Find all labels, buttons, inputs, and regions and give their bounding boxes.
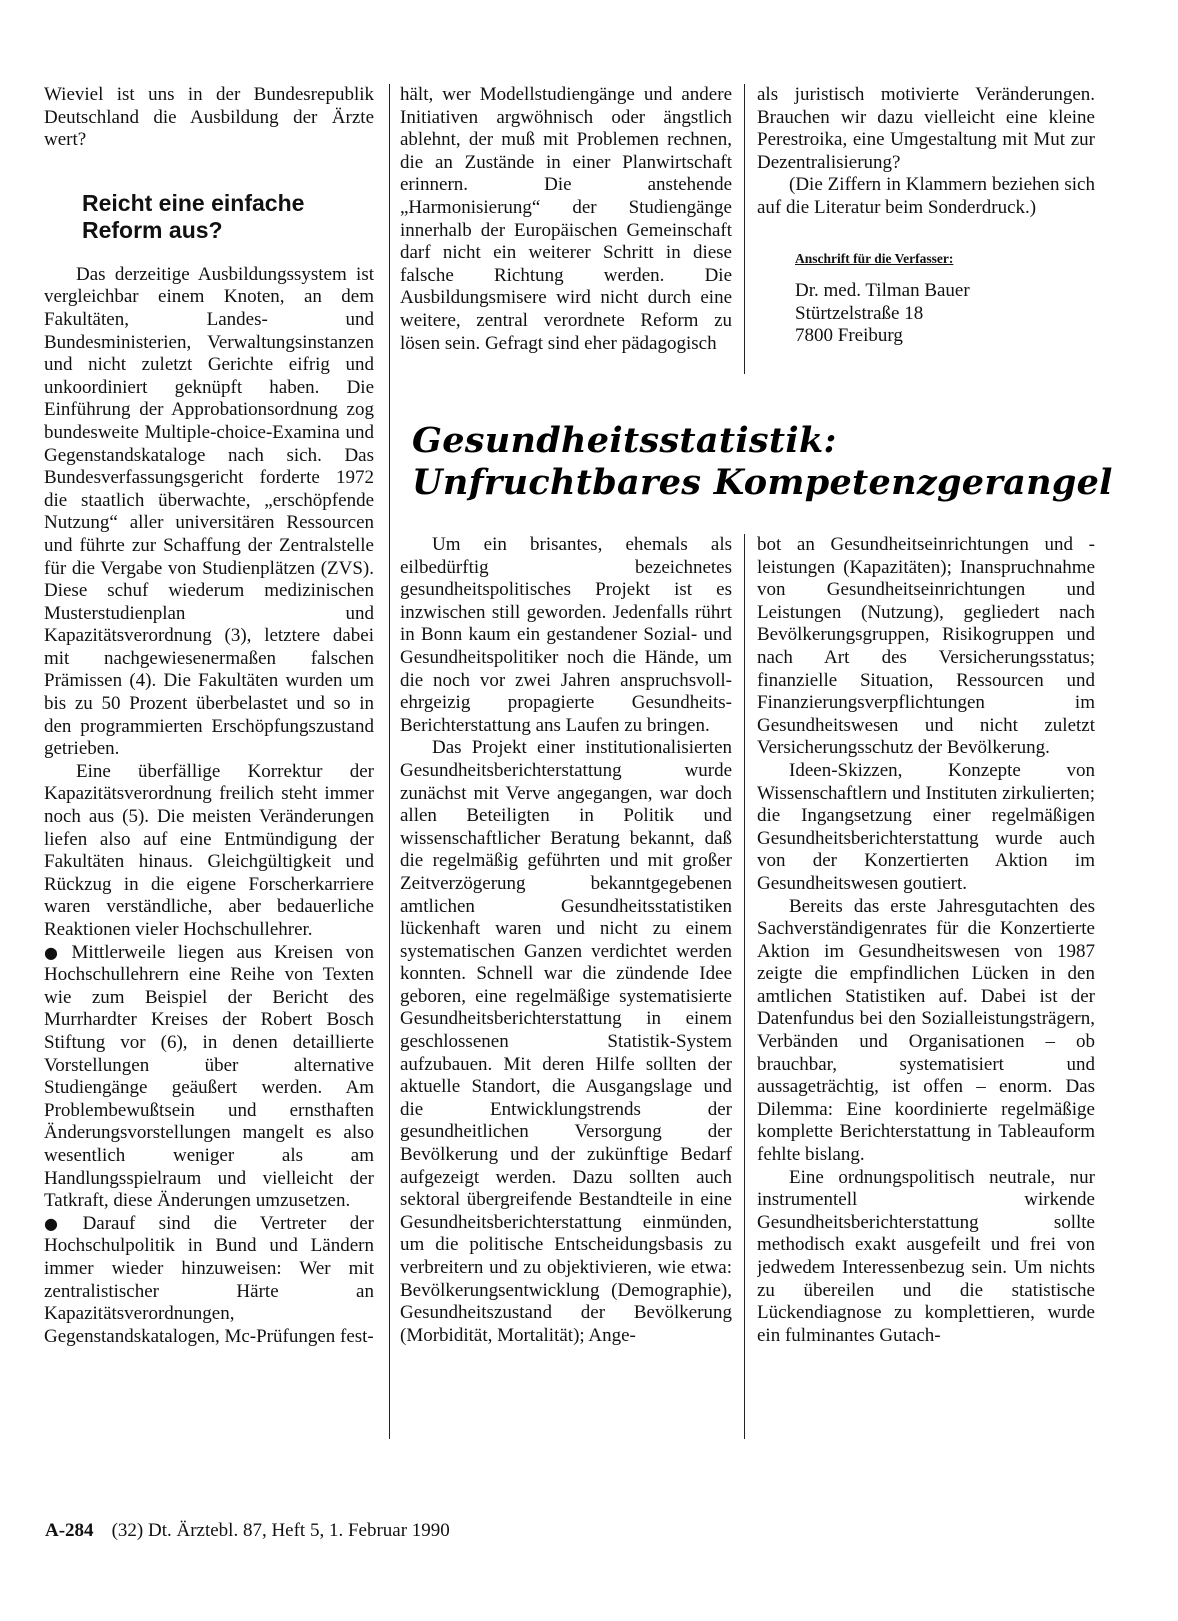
article1-column-3: [757, 84, 1095, 384]
body-paragraph: hält, wer Modellstudiengänge und andere Initiativen argwöhnisch oder ängstlich ablehnt, der muß mit Problemen rechnen, die an Zustände in einer Planwirtschaft erinnern. Die anstehende „Harmonisierung“ der Studiengänge innerhalb der Europäischen Gemeinschaft darf nicht ein weiterer Schritt in diese falsche Richtung werden. Die Ausbildungsmisere wird nicht durch eine weitere, zentral verordnete Reform zu lösen sein. Gefragt sind eher pädagogisch: [400, 84, 732, 354]
column-divider: [744, 534, 745, 1439]
journal-citation: (32) Dt. Ärztebl. 87, Heft 5, 1. Februar 1990: [111, 1520, 450, 1541]
bullet-icon: ●: [44, 942, 66, 962]
body-paragraph: Eine überfällige Korrektur der Kapazitätsverordnung freilich steht immer noch aus (5). Die meisten Veränderungen liefen also auf eine Entmündigung der Fakultäten hinaus. Gleichgültigkeit und Rückzug in die eigene Forscherkarriere waren verständliche, aber bedauerliche Reaktionen vieler Hochschullehrer.: [44, 760, 374, 940]
page-footer: [45, 1520, 450, 1542]
headline-line: Gesundheitsstatistik:: [412, 420, 837, 461]
body-paragraph: Bereits das erste Jahresgutachten des Sachverständigenrates für die Konzertierte Aktion im Gesundheitswesen von 1987 zeigte die empfindlichen Lücken in den amtlichen Statistiken auf. Dabei ist der Datenfundus bei den Sozialleistungsträgern, Verbänden und Organisationen – ob brauchbar, systematisiert und aussageträchtig, ist offen – enorm. Das Dilemma: Eine koordinierte regelmäßige komplette Berichterstattung in Tableauform fehlte bislang.: [757, 895, 1095, 1166]
address-line: Stürtzelstraße 18: [795, 302, 924, 324]
bullet-paragraph-text: Darauf sind die Vertreter der Hochschulpolitik in Bund und Ländern immer wieder hinzuweisen: Wer mit zentralistischer Härte an Kapazitätsverordnungen, Gegenstandskatalogen, Mc-Prüfungen fest-: [44, 1212, 374, 1347]
address-line: 7800 Freiburg: [795, 325, 903, 347]
article1-column-1: [44, 84, 374, 1444]
body-paragraph: Das Projekt einer institutionalisierten Gesundheitsberichterstattung wurde zunächst mit Verve angegangen, war doch allen Beteiligten in Politik und wissenschaftlicher Beratung bekannt, daß die regelmäßig geführten und mit großer Zeitverzögerung bekanntgegebenen amtlichen Gesundheitsstatistiken lückenhaft waren und nicht zu einem systematischen Ganzen verdichtet werden konnten. Schnell war die zündende Idee geboren, eine regelmäßige systematisierte Gesundheitsberichterstattung in einem geschlossenen Statistik-System aufzubauen. Mit deren Hilfe sollten der aktuelle Standort, die Ausgangslage und die Entwicklungstrends der gesundheitlichen Versorgung der Bevölkerung und der zukünftige Bedarf aufgezeigt werden. Dazu sollten auch sektoral übergreifende Bestandteile in eine Gesundheitsberichterstattung einmünden, um die politische Entscheidungsbasis zu verbreitern und zu objektivieren, wie etwa: Bevölkerungsentwicklung (Demographie), Gesundheitszustand der Bevölkerung (Morbidität, Mortalität); Ange-: [400, 737, 732, 1346]
address-line: Dr. med. Tilman Bauer: [795, 280, 970, 302]
article2-column-left: [400, 534, 732, 1444]
author-address: [795, 280, 1095, 348]
headline-line: Unfruchtbares Kompetenzgerangel: [412, 462, 1113, 503]
bullet-paragraph-text: Mittlerweile liegen aus Kreisen von Hochschullehrern eine Reihe von Texten wie zum Beispiel der Bericht des Murrhardter Kreises der Robert Bosch Stiftung vor (6), in denen detaillierte Vorstellungen über alternative Studiengänge geäußert werden. Am Problembewußtsein und ernsthaften Änderungsvorstellungen mangelt es also wesentlich weniger als am Handlungsspielraum und vielleicht der Tatkraft, diese Änderungen umzusetzen.: [44, 941, 374, 1212]
article1-column-2: [400, 84, 732, 384]
article-headline: [412, 420, 1132, 504]
body-paragraph: Eine ordnungspolitisch neutrale, nur instrumentell wirkende Gesundheitsberichterstattung sollte methodisch exakt ausgefeilt und frei von jedwedem Interessenbezug sein. Um nichts zu übereilen und die statistische Lückendiagnose zu komplettieren, wurde ein fulminantes Gutach-: [757, 1166, 1095, 1346]
body-paragraph: Ideen-Skizzen, Konzepte von Wissenschaftlern und Instituten zirkulierten; die Ingangsetzung einer regelmäßigen Gesundheitsberichterstattung wurde auch von der Konzertierten Aktion im Gesundheitswesen goutiert.: [757, 759, 1095, 894]
address-label: Anschrift für die Verfasser:: [795, 250, 954, 266]
page-number: A-284: [45, 1520, 94, 1541]
body-paragraph: bot an Gesundheitseinrichtungen und -leistungen (Kapazitäten); Inanspruchnahme von Gesundheitseinrichtungen und Leistungen (Nutzung), gegliedert nach Bevölkerungsgruppen, Risikogruppen und nach Art des Versicherungsstatus; finanzielle Situation, Ressourcen und Finanzierungsverpflichtungen im Gesundheitswesen und nicht zuletzt Versicherungsschutz der Bevölkerung.: [757, 534, 1095, 759]
body-paragraph: Das derzeitige Ausbildungssystem ist vergleichbar einem Knoten, an dem Fakultäten, Landes- und Bundesministerien, Verwaltungsinstanzen und nicht zuletzt Gerichte eifrig und unkoordiniert geknüpft haben. Die Einführung der Approbationsordnung zog bundesweite Multiple-choice-Examina und Gegenstandskataloge nach sich. Das Bundesverfassungsgericht forderte 1972 die staatlich überwachte, „erschöpfende Nutzung“ aller universitären Ressourcen und führte zur Schaffung der Zentralstelle für die Vergabe von Studienplätzen (ZVS). Diese schuf wiederum medizinischen Musterstudienplan und Kapazitätsverordnung (3), letztere dabei mit nachgewiesenermaßen falschen Prämissen (4). Die Fakultäten wurden um bis zu 50 Prozent überbelastet und so in den programmierten Erschöpfungszustand getrieben.: [44, 263, 374, 760]
bullet-paragraph: [44, 942, 374, 1213]
column-divider: [389, 84, 390, 1439]
bullet-paragraph: [44, 1213, 374, 1349]
article2-column-right: [757, 534, 1095, 1444]
bullet-icon: ●: [44, 1213, 77, 1233]
subheading: Reicht eine einfache Reform aus?: [82, 189, 305, 243]
body-paragraph: als juristisch motivierte Veränderungen. Brauchen wir dazu vielleicht eine kleine Perestroika, eine Umgestaltung mit Mut zur Dezentralisierung?: [757, 84, 1095, 173]
body-paragraph: (Die Ziffern in Klammern beziehen sich auf die Literatur beim Sonderdruck.): [757, 174, 1095, 218]
body-paragraph: Um ein brisantes, ehemals als eilbedürftig bezeichnetes gesundheitspolitisches Projekt ist es inzwischen still geworden. Jedenfalls rührt in Bonn kaum ein gestandener Sozial- und Gesundheitspolitiker noch die Hände, um die noch vor zwei Jahren anspruchsvoll-ehrgeizig propagierte Gesundheits-Berichterstattung ans Laufen zu bringen.: [400, 534, 732, 736]
intro-paragraph: Wieviel ist uns in der Bundesrepublik Deutschland die Ausbildung der Ärzte wert?: [44, 84, 374, 151]
column-divider: [744, 84, 745, 374]
